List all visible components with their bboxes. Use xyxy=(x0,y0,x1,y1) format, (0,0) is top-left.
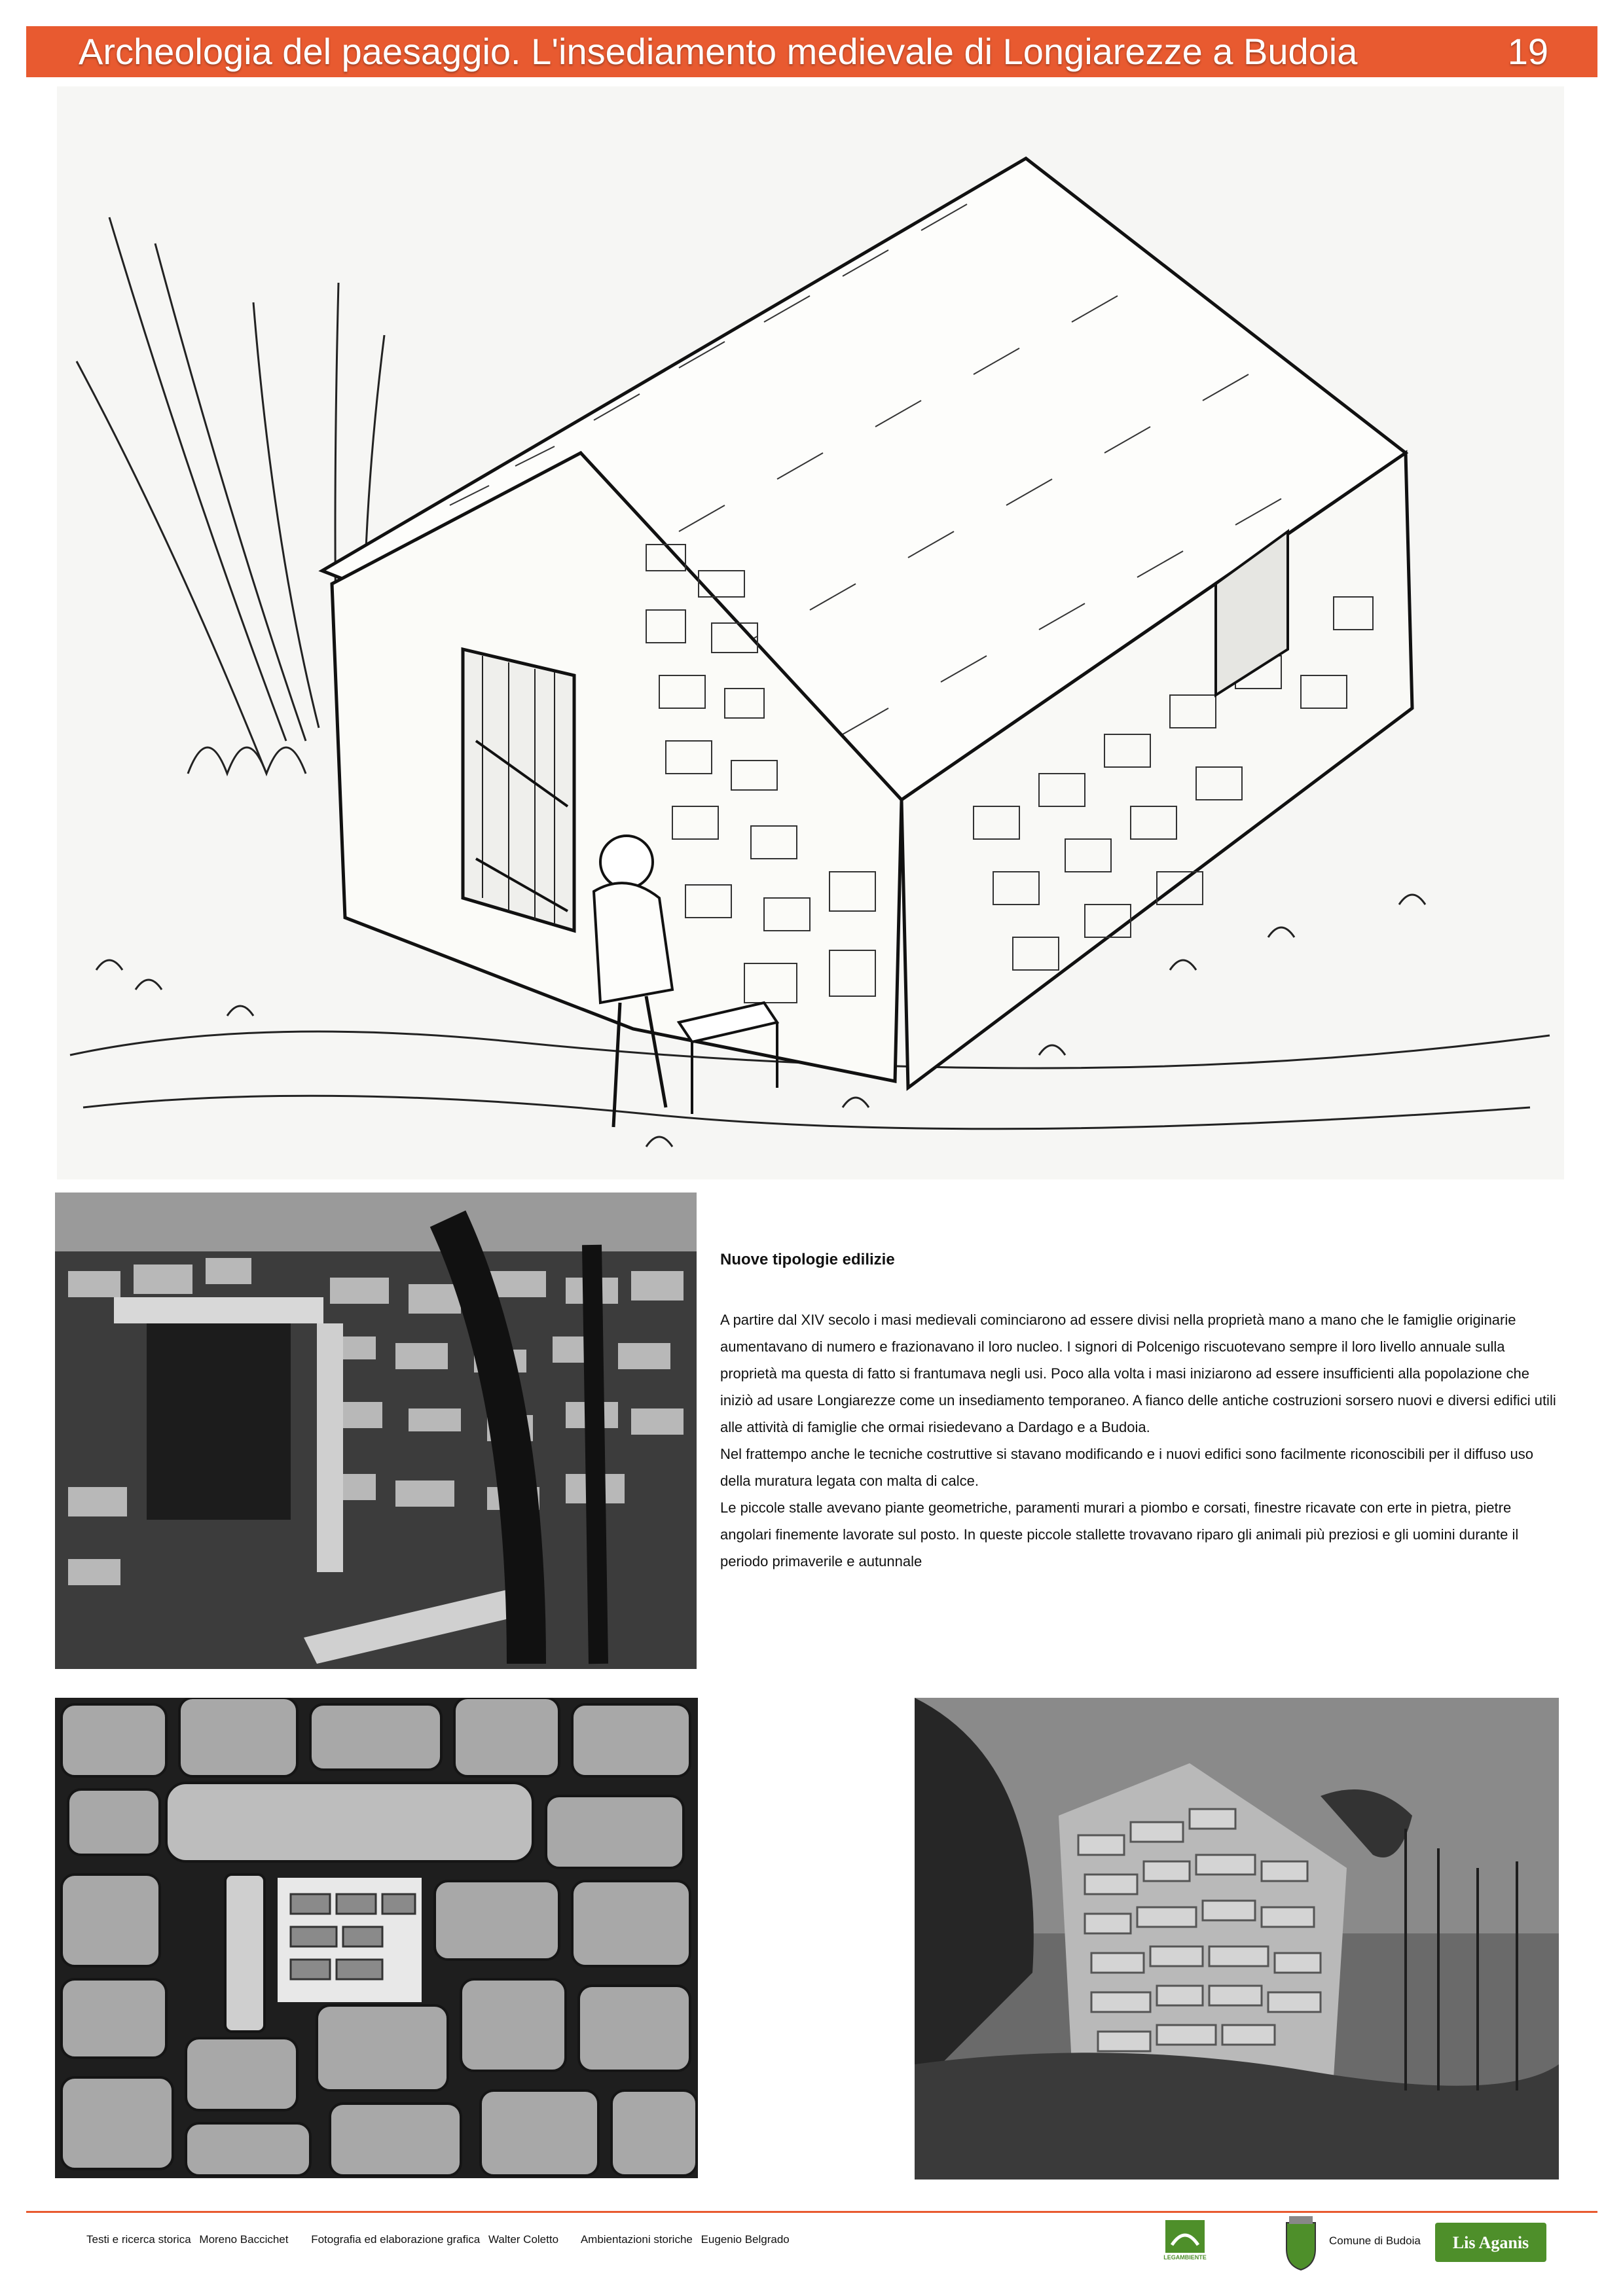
article-text xyxy=(720,1250,1558,1575)
lis-aganis-logo xyxy=(1435,2223,1546,2262)
page-header xyxy=(26,26,1597,77)
credits-line xyxy=(86,2233,795,2246)
credit-photo-label: Fotografia ed elaborazione grafica xyxy=(311,2233,481,2246)
photo-ruined-wall-bench xyxy=(55,1193,697,1669)
legambiente-logo xyxy=(1159,2219,1211,2271)
footer-divider xyxy=(26,2211,1597,2213)
credit-research-label: Testi e ricerca storica xyxy=(86,2233,191,2246)
article-heading: Nuove tipologie edilizie xyxy=(720,1251,895,1268)
article-paragraph-2: Nel frattempo anche le tecniche costruttive si stavano modificando e i nuovi edifici sono facilmente riconoscibili per il diffuso uso della muratura legata con malta di calce. xyxy=(720,1446,1534,1489)
legambiente-label: LEGAMBIENTE xyxy=(1163,2254,1207,2261)
illustration-stone-hut-drawing xyxy=(57,86,1564,1179)
page-number: 19 xyxy=(1507,31,1548,72)
photo-stone-window xyxy=(55,1698,698,2178)
comune-budoia-crest xyxy=(1280,2216,1322,2271)
credit-photo-name: Walter Coletto xyxy=(488,2233,559,2246)
page-title: Archeologia del paesaggio. L'insediamento medievale di Longiarezze a Budoia xyxy=(79,31,1358,72)
credit-research-name: Moreno Baccichet xyxy=(199,2233,289,2246)
article-paragraph-1: A partire dal XIV secolo i masi medievali cominciarono ad essere divisi nella proprietà mano a mano che le famiglie originarie aumentavano di numero e frazionavano il loro nucleo. I signori di Polcenigo riscuotevano sempre il loro livello annuale sulla proprietà ma questa di fatto si frantumava negli usi. Poco alla volta i masi iniziarono ad essere insufficienti alla popolazione che iniziò ad usare Longiarezze come un insediamento temporaneo. A fianco delle antiche costruzioni sorsero nuovi e diversi edifici utili alle attività di famiglie che ormai risiedevano a Dardago e a Budoia. xyxy=(720,1312,1556,1435)
photo-stone-stall xyxy=(915,1698,1559,2179)
article-paragraph-3: Le piccole stalle avevano piante geometriche, paramenti murari a piombo e corsati, finestre ricavate con erte in pietra, pietre angolari finemente lavorate sul posto. In queste piccole stallette trovavano riparo gli animali più preziosi e gli uomini durante il periodo primaverile e autunnale xyxy=(720,1499,1519,1570)
credit-ambient-name: Eugenio Belgrado xyxy=(701,2233,790,2246)
credit-ambient-label: Ambientazioni storiche xyxy=(580,2233,693,2246)
comune-budoia-label: Comune di Budoia xyxy=(1329,2234,1421,2247)
lis-aganis-label: Lis Aganis xyxy=(1452,2233,1529,2252)
